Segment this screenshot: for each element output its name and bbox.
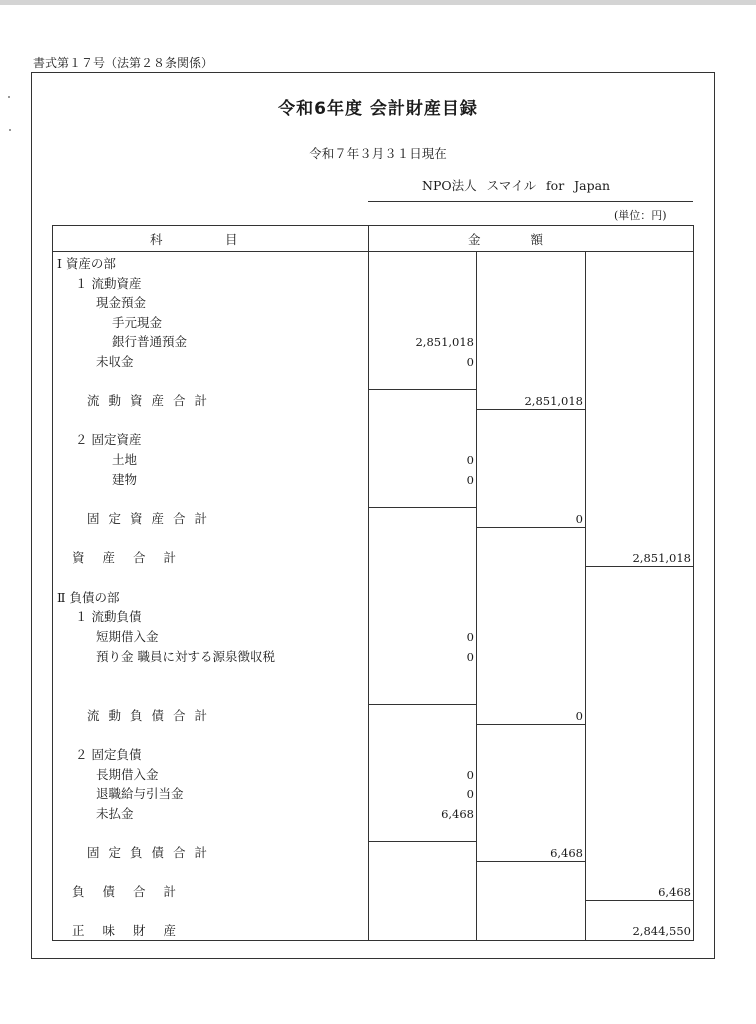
fixed-assets-total-label: 固定資産合計 [87,511,217,526]
organization-name: NPO法人 スマイル for Japan [422,178,611,193]
rule-col3 [585,900,694,901]
bank-deposit-label: 銀行普通預金 [112,334,188,349]
net-assets-label: 正味財産 [72,923,195,938]
rule-col2 [476,724,586,725]
document-title: 令和6年度 会計財産目録 [278,99,478,119]
item-amount-divider [368,225,369,941]
current-liabilities-total-value: 0 [575,709,583,723]
liabilities-total-label: 負債合計 [72,884,195,899]
liabilities-total-value: 6,468 [658,885,691,899]
header-bottom-border [52,251,694,252]
accrued-label: 未払金 [96,806,134,821]
retirement-allowance-label: 退職給与引当金 [96,786,184,801]
land-label: 土地 [112,452,138,467]
rule-col1 [368,704,477,705]
assets-total-value: 2,851,018 [632,551,691,565]
rule-col2 [476,527,586,528]
short-term-loans-value: 0 [466,630,474,644]
assets-section-heading: Ⅰ 資産の部 [57,256,116,271]
short-term-loans-label: 短期借入金 [96,629,159,644]
bank-deposit-value: 2,851,018 [415,335,474,349]
deposits-received-value: 0 [466,650,474,664]
rule-col1 [368,389,477,390]
current-assets-total-value: 2,851,018 [524,394,583,408]
liabilities-section-heading: Ⅱ 負債の部 [57,590,120,605]
unit-label: (単位：円) [614,209,667,222]
deposits-received-label: 預り金 職員に対する源泉徴収税 [96,649,275,664]
current-assets-total-label: 流動資産合計 [87,393,217,408]
amount-col2-divider [585,251,586,941]
accrued-value: 6,468 [441,807,474,821]
retirement-allowance-value: 0 [466,787,474,801]
rule-col2 [476,861,586,862]
amount-col1-divider [476,251,477,941]
building-label: 建物 [112,472,138,487]
rule-col1 [368,841,477,842]
fixed-liabilities-total-value: 6,468 [550,846,583,860]
rule-col3 [585,566,694,567]
table-bottom-border [52,940,694,941]
receivables-value: 0 [466,355,474,369]
header-item: 科 目 [150,232,238,247]
fixed-assets-heading: ２ 固定資産 [75,432,142,447]
organization-underline [368,201,693,202]
assets-total-label: 資産合計 [72,550,195,565]
fixed-liabilities-total-label: 固定負債合計 [87,845,217,860]
land-value: 0 [466,453,474,467]
current-liabilities-heading: １ 流動負債 [75,609,142,624]
scan-speck [9,129,11,131]
current-liabilities-total-label: 流動負債合計 [87,708,217,723]
fixed-liabilities-heading: ２ 固定負債 [75,747,142,762]
building-value: 0 [466,473,474,487]
long-term-loans-label: 長期借入金 [96,767,159,782]
fixed-assets-total-value: 0 [575,512,583,526]
cash-on-hand-label: 手元現金 [112,315,163,330]
as-of-date: 令和７年３月３１日現在 [309,146,447,161]
net-assets-value: 2,844,550 [632,924,691,938]
rule-col2 [476,409,586,410]
header-amount: 金 額 [468,232,544,247]
form-number: 書式第１７号（法第２８条関係） [33,56,214,70]
table-right-border [693,225,694,941]
scan-top-edge [0,0,756,5]
cash-deposits-label: 現金預金 [96,295,147,310]
table-left-border [52,225,53,941]
rule-col1 [368,507,477,508]
current-assets-heading: １ 流動資産 [75,276,142,291]
receivables-label: 未収金 [96,354,134,369]
table-top-border [52,225,694,226]
long-term-loans-value: 0 [466,768,474,782]
